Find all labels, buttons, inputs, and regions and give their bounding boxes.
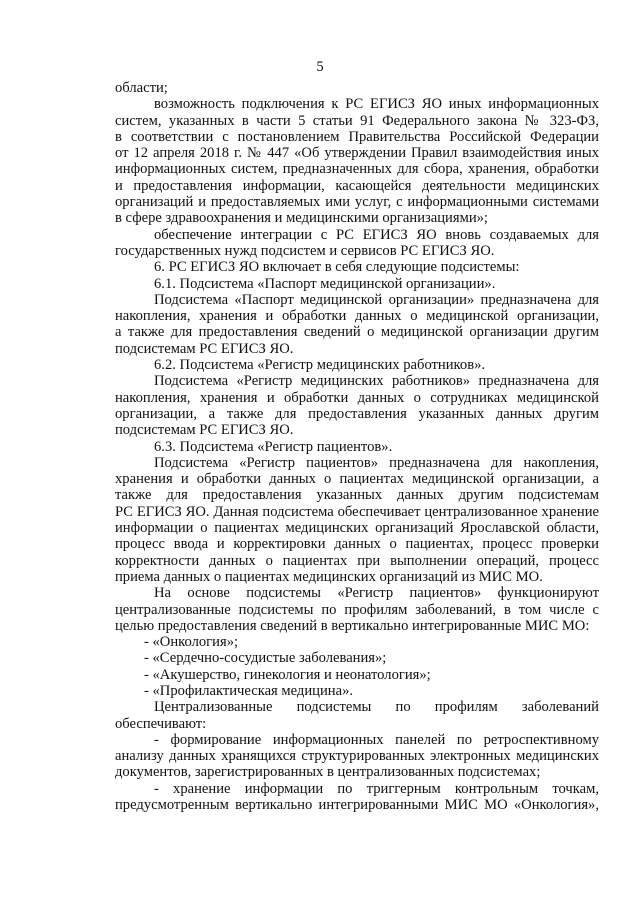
text-line: от 12 апреля 2018 г. № 447 «Об утверждении Правил взаимодействия иных: [115, 145, 599, 162]
text-line: систем, указанных в части 5 статьи 91 Федерального закона № 323-ФЗ,: [115, 112, 599, 129]
text-line: анализу данных хранящихся структурированных электронных медицинских: [115, 748, 599, 765]
text-line: накопления, хранения и обработки данных о медицинской организации,: [115, 308, 599, 325]
text-line: корректности данных о пациентах при выполнении операций, процесс: [115, 552, 599, 569]
text-line: организации, а также для предоставления указанных данных другим: [115, 405, 599, 422]
text-line: обеспечение интеграции с РС ЕГИСЗ ЯО вновь создаваемых для: [154, 226, 599, 243]
text-line: 6. РС ЕГИСЗ ЯО включает в себя следующие подсистемы:: [154, 259, 520, 276]
text-line: - «Сердечно-сосудистые заболевания»;: [144, 650, 387, 667]
text-line: в соответствии с постановлением Правительства Российской Федерации: [115, 128, 599, 145]
text-line: Подсистема «Регистр медицинских работников» предназначена для: [154, 373, 599, 390]
text-line: обеспечивают:: [115, 715, 207, 732]
text-line: также для предоставления указанных данных другим подсистемам: [115, 487, 599, 504]
text-line: и предоставления информации, касающейся деятельности медицинских: [115, 177, 599, 194]
text-line: Централизованные подсистемы по профилям заболеваний: [154, 699, 599, 716]
text-line: 6.2. Подсистема «Регистр медицинских работников».: [154, 357, 486, 374]
text-line: На основе подсистемы «Регистр пациентов» функционируют: [154, 585, 599, 602]
text-line: 6.1. Подсистема «Паспорт медицинской организации».: [154, 275, 496, 292]
text-line: подсистемам РС ЕГИСЗ ЯО.: [115, 340, 294, 357]
text-line: предусмотренным вертикально интегрированными МИС МО «Онкология»,: [115, 797, 599, 814]
text-line: - формирование информационных панелей по ретроспективному: [154, 731, 599, 748]
text-line: - «Акушерство, гинекология и неонатология»;: [144, 666, 431, 683]
text-line: приема данных о пациентах медицинских организаций из МИС МО.: [115, 568, 543, 585]
text-line: хранения и обработки данных о пациентах медицинской организации, а: [115, 471, 599, 488]
text-line: в сфере здравоохранения и медицинскими организациями»;: [115, 210, 488, 227]
text-line: государственных нужд подсистем и сервисов РС ЕГИСЗ ЯО.: [115, 242, 495, 259]
text-line: возможность подключения к РС ЕГИСЗ ЯО иных информационных: [154, 96, 599, 113]
text-line: Подсистема «Паспорт медицинской организации» предназначена для: [154, 291, 599, 308]
text-line: РС ЕГИСЗ ЯО. Данная подсистема обеспечивает централизованное хранение: [115, 503, 599, 520]
text-line: 6.3. Подсистема «Регистр пациентов».: [154, 438, 393, 455]
document-body: [115, 80, 599, 813]
text-line: информации о пациентах медицинских организаций Ярославской области,: [115, 520, 599, 537]
text-line: а также для предоставления сведений о медицинской организации другим: [115, 324, 599, 341]
text-line: накопления, хранения и обработки данных о сотрудниках медицинской: [115, 389, 599, 406]
text-line: Подсистема «Регистр пациентов» предназначена для накопления,: [154, 454, 599, 471]
text-line: информационных систем, предназначенных для сбора, хранения, обработки: [115, 161, 599, 178]
text-line: - «Онкология»;: [144, 634, 239, 651]
text-line: централизованные подсистемы по профилям заболеваний, в том числе с: [115, 601, 599, 618]
text-line: - хранение информации по триггерным контрольным точкам,: [154, 780, 599, 797]
text-line: организаций и предоставляемых ими услуг, с информационными системами: [115, 194, 599, 211]
page-number: 5: [316, 59, 324, 75]
text-line: процесс ввода и корректировки данных о пациентах, процесс проверки: [115, 536, 599, 553]
text-line: - «Профилактическая медицина».: [144, 682, 354, 699]
text-line: целью предоставления сведений в вертикально интегрированные МИС МО:: [115, 617, 590, 634]
text-line: области;: [115, 80, 168, 96]
text-line: документов, зарегистрированных в централизованных подсистемах;: [115, 764, 541, 781]
text-line: подсистемам РС ЕГИСЗ ЯО.: [115, 422, 294, 439]
